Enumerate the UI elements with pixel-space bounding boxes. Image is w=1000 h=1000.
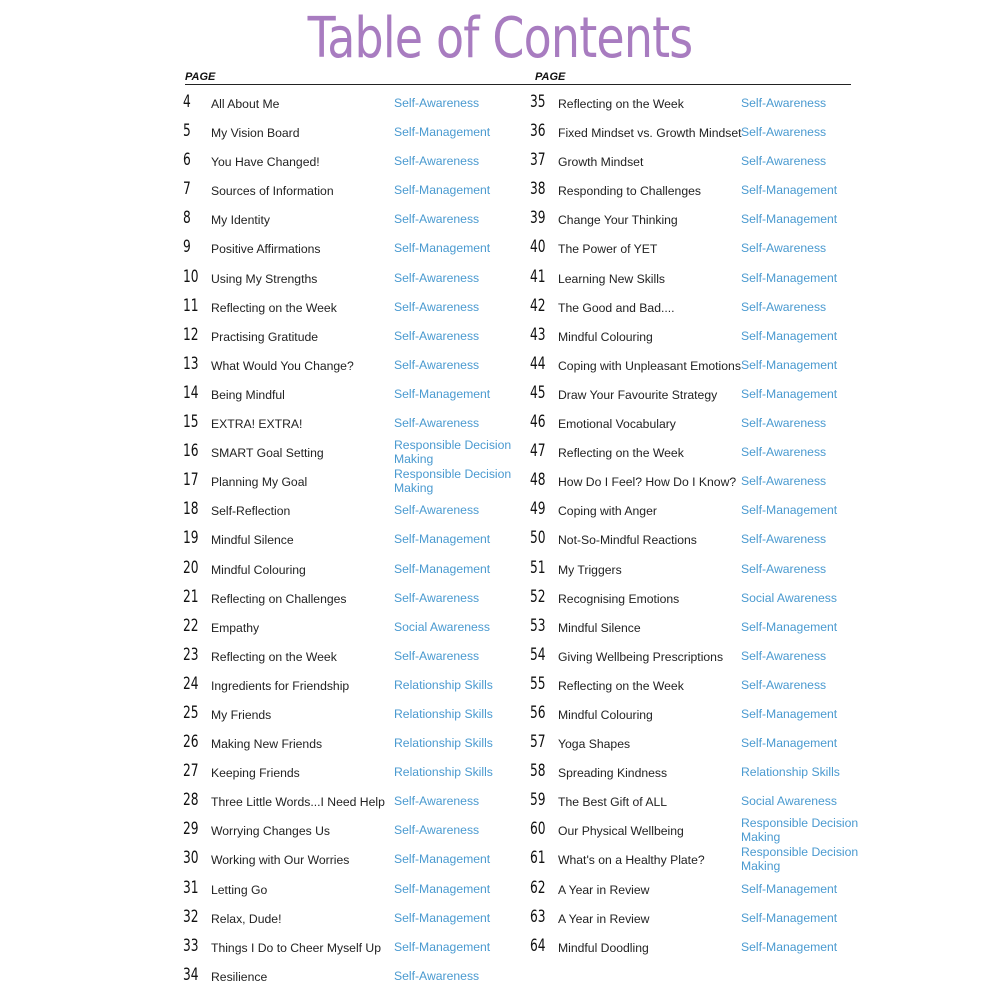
page-number: 4 [183,92,191,112]
header-divider [185,84,851,85]
page-number: 19 [183,528,199,549]
toc-entry [530,526,860,555]
page-number: 39 [530,208,546,229]
entry-competency: Self-Management [741,183,838,198]
page-number: 24 [183,673,199,694]
toc-entry [530,905,860,934]
entry-competency: Social Awareness [741,590,837,605]
entry-topic: Responding to Challenges [558,184,701,199]
toc-entry [183,788,513,817]
toc-entry [530,468,860,497]
entry-topic: My Identity [211,213,270,228]
entry-topic: Keeping Friends [211,766,300,781]
toc-entry [530,265,860,294]
entry-competency: Relationship Skills [394,765,493,780]
entry-competency: Social Awareness [741,794,837,809]
toc-entry [183,672,513,701]
entry-topic: Coping with Unpleasant Emotions [558,358,741,373]
toc-entry [183,410,513,439]
page-number: 58 [530,761,546,782]
entry-topic: Spreading Kindness [558,766,668,781]
toc-entry [530,876,860,905]
page-number: 10 [183,266,199,287]
entry-topic: Reflecting on the Week [558,97,684,111]
page-number: 31 [183,877,199,898]
entry-topic: The Good and Bad.... [558,300,675,315]
entry-topic: Coping with Anger [558,504,657,519]
page-number: 28 [183,790,199,811]
entry-topic: Reflecting on the Week [211,300,337,315]
entry-competency: Relationship Skills [394,706,493,721]
page-number: 9 [183,237,191,258]
page-number: 37 [530,150,546,171]
page-number: 20 [183,557,199,578]
entry-competency: Self-Management [741,270,838,285]
entry-topic: Things I Do to Cheer Myself Up [211,940,382,955]
page-number: 40 [530,237,546,258]
entry-competency: Self-Awareness [394,299,480,314]
toc-entry [183,439,513,468]
entry-competency: Relationship Skills [394,677,493,692]
entry-competency: Social Awareness [394,619,490,634]
entry-topic: My Triggers [558,562,622,577]
entry-topic: Three Little Words...I Need Help [211,795,385,810]
entry-competency: Self-Awareness [741,125,827,140]
entry-topic: Fixed Mindset vs. Growth Mindset [558,126,742,141]
entry-topic: Not-So-Mindful Reactions [558,533,697,548]
page-number: 46 [530,412,546,433]
toc-entry [183,294,513,323]
toc-entry [183,90,513,119]
entry-competency: Self-Awareness [394,328,480,343]
page-number: 12 [183,324,199,345]
page-number: 33 [183,935,199,956]
toc-entry [183,148,513,177]
page-number: 7 [183,179,191,200]
toc-entry [530,730,860,759]
entry-topic: Mindful Silence [211,533,294,548]
entry-competency: Self-Awareness [741,532,827,547]
entry-topic: Making New Friends [211,737,323,752]
page-number: 27 [183,761,199,782]
entry-competency: Self-Awareness [394,96,480,110]
entry-competency: Self-Management [394,852,491,867]
toc-entry [183,352,513,381]
entry-competency: Self-Management [741,939,838,954]
entry-topic: Worrying Changes Us [211,824,330,839]
page-number: 54 [530,644,546,665]
page-number: 49 [530,499,546,520]
page-number: 44 [530,353,546,374]
entry-competency: Self-Awareness [394,212,480,227]
entry-competency: Self-Management [741,910,838,925]
toc-entry [530,439,860,468]
toc-entry [530,585,860,614]
entry-topic: My Friends [211,707,272,722]
toc-entry [530,759,860,788]
page-number: 43 [530,324,546,345]
entry-topic: Mindful Silence [558,620,641,635]
page-number: 21 [183,586,199,607]
toc-entry [530,90,860,119]
entry-topic: Reflecting on the Week [558,678,684,693]
toc-entry [183,876,513,905]
entry-topic: Ingredients for Friendship [211,678,350,693]
entry-competency: Self-Awareness [394,794,480,809]
toc-entry [183,759,513,788]
entry-competency: Self-Management [741,503,838,518]
toc-entry [183,817,513,846]
page-number: 60 [530,819,546,840]
toc-entry [530,119,860,148]
entry-competency: Self-Management [394,183,491,198]
toc-entry [183,206,513,235]
entry-competency: Self-Awareness [394,154,480,169]
entry-competency: Self-Awareness [394,823,480,838]
entry-competency: Self-Awareness [394,357,480,372]
toc-entry [530,148,860,177]
entry-topic: Letting Go [211,882,268,897]
entry-competency: Self-Management [394,125,491,140]
toc-entry [530,643,860,672]
entry-competency: Responsible Decision Making [741,845,859,873]
toc-entry [530,701,860,730]
toc-entry [530,934,860,963]
page-number: 14 [183,382,199,403]
entry-competency: Responsible Decision Making [741,816,859,844]
page-number: 18 [183,499,199,520]
toc-entry [183,846,513,875]
entry-topic: Emotional Vocabulary [558,417,676,432]
entry-competency: Self-Awareness [741,154,827,169]
toc-entry [183,614,513,643]
page-number: 34 [183,964,199,985]
toc-entry [183,497,513,526]
toc-entry [530,556,860,585]
toc-entry [530,410,860,439]
toc-entry [530,846,860,875]
entry-topic: Being Mindful [211,387,285,402]
toc-entry [183,934,513,963]
page-number: 36 [530,121,546,142]
entry-competency: Responsible Decision Making [394,467,512,495]
entry-competency: Self-Management [741,357,838,372]
page-number: 16 [183,441,199,462]
entry-competency: Self-Management [394,241,491,256]
entry-competency: Self-Awareness [394,968,480,983]
toc-entry [530,323,860,352]
entry-topic: The Best Gift of ALL [558,795,668,810]
toc-entry [530,177,860,206]
entry-competency: Self-Management [741,212,838,227]
entry-competency: Self-Management [394,939,491,954]
entry-topic: What's on a Healthy Plate? [558,853,705,868]
entry-topic: Mindful Doodling [558,940,649,955]
toc-column-right [530,90,860,963]
entry-topic: Mindful Colouring [558,329,653,344]
entry-competency: Self-Management [394,881,491,896]
page-number: 47 [530,441,546,462]
entry-competency: Self-Awareness [741,474,827,489]
entry-topic: Empathy [211,620,260,635]
toc-entry [530,352,860,381]
entry-competency: Relationship Skills [741,765,840,780]
entry-topic: All About Me [211,97,280,111]
page-number: 53 [530,615,546,636]
page-number: 48 [530,470,546,491]
entry-competency: Self-Awareness [394,648,480,663]
entry-topic: Learning New Skills [558,271,666,286]
page-number: 64 [530,935,546,956]
page-number: 59 [530,790,546,811]
page-number: 23 [183,644,199,665]
entry-topic: Relax, Dude! [211,911,282,926]
page-number: 42 [530,295,546,316]
entry-topic: Positive Affirmations [211,242,321,257]
entry-topic: Resilience [211,969,268,984]
toc-entry [530,294,860,323]
entry-topic: Using My Strengths [211,271,318,286]
page-number: 11 [183,295,199,316]
toc-entry [183,701,513,730]
entry-competency: Self-Management [394,386,491,401]
toc-entry [183,526,513,555]
toc-entry [530,497,860,526]
entry-competency: Self-Awareness [741,241,827,256]
entry-topic: Sources of Information [211,184,334,199]
entry-topic: Recognising Emotions [558,591,680,606]
page-number: 26 [183,732,199,753]
entry-competency: Self-Awareness [741,445,827,460]
toc-entry [183,585,513,614]
page-number: 6 [183,150,191,171]
toc-entry [183,119,513,148]
page-number: 32 [183,906,199,927]
toc-entry [183,381,513,410]
page-number: 17 [183,470,199,491]
page-number: 22 [183,615,199,636]
toc-entry [530,206,860,235]
entry-topic: A Year in Review [558,911,650,926]
page-number: 38 [530,179,546,200]
toc-entry [183,643,513,672]
entry-topic: Draw Your Favourite Strategy [558,387,718,402]
entry-topic: EXTRA! EXTRA! [211,417,303,432]
page-number: 35 [530,92,546,112]
entry-competency: Self-Awareness [741,648,827,663]
page-number: 29 [183,819,199,840]
entry-competency: Self-Awareness [394,270,480,285]
entry-competency: Self-Awareness [394,503,480,518]
entry-competency: Self-Management [741,706,838,721]
page-column-label-left: PAGE [185,71,216,83]
page-number: 57 [530,732,546,753]
toc-entry [183,556,513,585]
page-number: 62 [530,877,546,898]
entry-topic: Yoga Shapes [558,737,631,752]
entry-competency: Self-Management [741,386,838,401]
toc-entry [183,905,513,934]
entry-competency: Self-Awareness [394,416,480,431]
entry-topic: Reflecting on the Week [211,649,337,664]
page-number: 61 [530,848,546,869]
entry-topic: Reflecting on Challenges [211,591,347,606]
toc-column-left [183,90,513,992]
entry-competency: Self-Awareness [741,299,827,314]
toc-entry [183,730,513,759]
entry-competency: Self-Awareness [741,96,827,110]
page-number: 56 [530,702,546,723]
toc-entry [183,468,513,497]
entry-competency: Self-Awareness [741,416,827,431]
entry-topic: SMART Goal Setting [211,446,324,461]
toc-entry [530,381,860,410]
entry-competency: Self-Management [394,910,491,925]
entry-topic: Reflecting on the Week [558,446,684,461]
page-number: 45 [530,382,546,403]
page-number: 13 [183,353,199,374]
entry-topic: Change Your Thinking [558,213,678,228]
entry-competency: Self-Management [741,619,838,634]
entry-competency: Self-Management [741,736,838,751]
page-number: 51 [530,557,546,578]
entry-topic: Working with Our Worries [211,853,350,868]
toc-entry [183,235,513,264]
entry-topic: Self-Reflection [211,504,291,519]
entry-topic: What Would You Change? [211,358,354,373]
toc-entry [530,817,860,846]
page-title: Table of Contents [307,6,693,71]
entry-topic: Mindful Colouring [558,707,653,722]
page-number: 5 [183,121,191,142]
entry-topic: You Have Changed! [211,155,320,170]
toc-entry [530,614,860,643]
entry-topic: Growth Mindset [558,155,644,170]
entry-competency: Self-Awareness [741,561,827,576]
entry-topic: Our Physical Wellbeing [558,824,684,839]
page-number: 52 [530,586,546,607]
page-number: 30 [183,848,199,869]
entry-competency: Relationship Skills [394,736,493,751]
page-number: 41 [530,266,546,287]
page-number: 63 [530,906,546,927]
entry-competency: Self-Management [394,561,491,576]
entry-competency: Self-Awareness [741,677,827,692]
page-number: 50 [530,528,546,549]
entry-competency: Self-Management [741,328,838,343]
toc-entry [183,265,513,294]
toc-entry [183,963,513,992]
entry-competency: Responsible Decision Making [394,438,512,466]
entry-topic: Giving Wellbeing Prescriptions [558,649,724,664]
toc-entry [530,235,860,264]
page-number: 55 [530,673,546,694]
entry-competency: Self-Management [741,881,838,896]
entry-topic: A Year in Review [558,882,650,897]
page-number: 25 [183,702,199,723]
entry-topic: Planning My Goal [211,475,308,490]
page-number: 15 [183,412,199,433]
entry-topic: The Power of YET [558,242,658,257]
entry-competency: Self-Awareness [394,590,480,605]
toc-entry [183,323,513,352]
toc-entry [530,672,860,701]
entry-topic: My Vision Board [211,126,300,141]
entry-topic: How Do I Feel? How Do I Know? [558,475,737,490]
page-column-label-right: PAGE [535,71,566,83]
entry-competency: Self-Management [394,532,491,547]
toc-entry [530,788,860,817]
toc-entry [183,177,513,206]
entry-topic: Mindful Colouring [211,562,306,577]
page-number: 8 [183,208,191,229]
entry-topic: Practising Gratitude [211,329,319,344]
